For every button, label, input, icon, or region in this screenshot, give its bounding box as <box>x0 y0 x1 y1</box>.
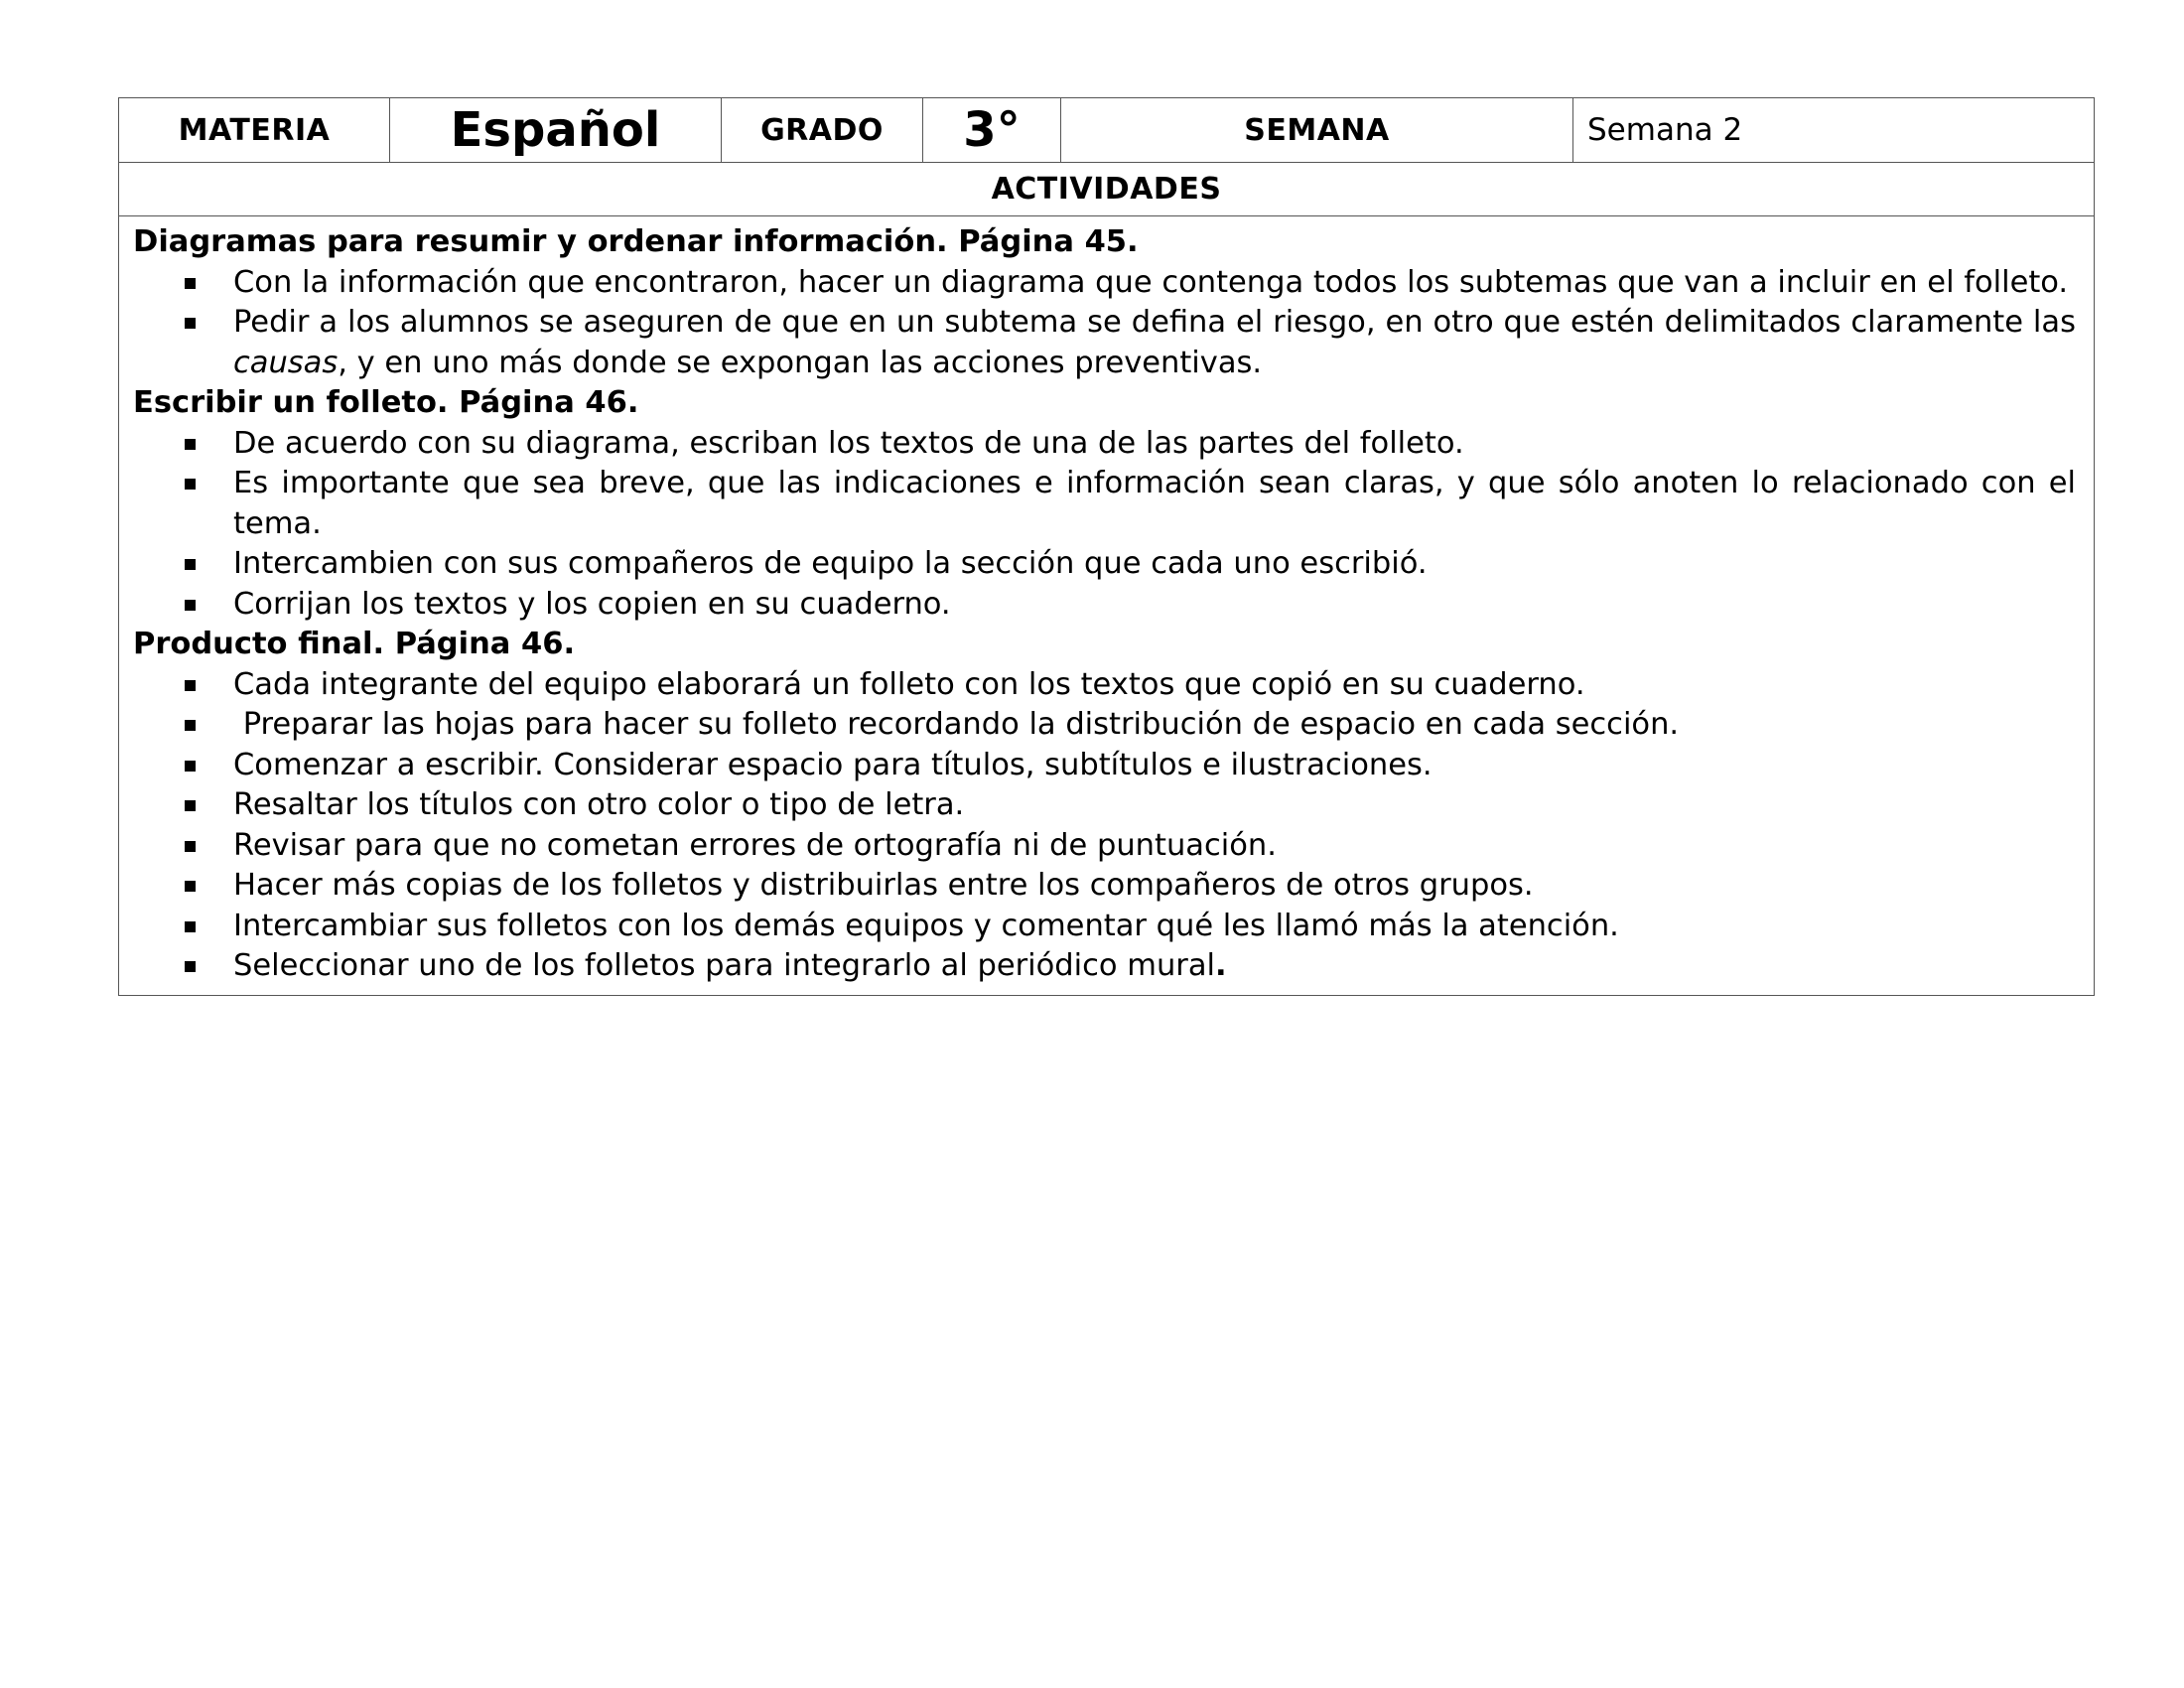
list-item <box>133 464 2076 544</box>
header-row <box>119 98 2094 163</box>
bullet-icon <box>185 439 196 450</box>
list-item <box>133 746 2076 786</box>
list-item-text: Hacer más copias de los folletos y distribuirlas entre los compañeros de otros grupos. <box>233 868 1534 903</box>
section-list <box>133 665 2076 987</box>
list-item-text: Preparar las hojas para hacer su folleto recordando la distribución de espacio en cada sección. <box>233 707 1680 742</box>
list-item <box>133 907 2076 947</box>
list-item <box>133 665 2076 706</box>
list-item <box>133 826 2076 867</box>
bullet-icon <box>185 600 196 611</box>
grado-value: 3° <box>963 102 1021 158</box>
section-title: Producto final. Página 46. <box>133 627 576 661</box>
list-item-text-italic: causas <box>233 345 339 380</box>
bullet-icon <box>185 921 196 932</box>
list-item-text: Comenzar a escribir. Considerar espacio para títulos, subtítulos e ilustraciones. <box>233 747 1433 782</box>
actividades-heading: ACTIVIDADES <box>991 172 1222 207</box>
list-item-text-after: , y en uno más donde se expongan las acciones preventivas. <box>338 345 1263 380</box>
semana-label: SEMANA <box>1244 112 1390 148</box>
section-list <box>133 424 2076 626</box>
list-item-text: Intercambiar sus folletos con los demás equipos y comentar qué les llamó más la atención. <box>233 908 1619 943</box>
actividades-row <box>119 163 2094 216</box>
list-item <box>133 544 2076 585</box>
list-item-text: Es importante que sea breve, que las indicaciones e información sean claras, y que sólo anoten lo relacionado con el tema. <box>233 466 2076 541</box>
list-item <box>133 303 2076 383</box>
bullet-icon <box>185 761 196 772</box>
semana-value: Semana 2 <box>1587 112 1743 148</box>
section-title: Diagramas para resumir y ordenar información. Página 45. <box>133 224 1139 259</box>
list-item-text-before: Seleccionar uno de los folletos para integrarlo al periódico mural <box>233 948 1215 983</box>
materia-value-cell <box>390 98 722 162</box>
bullet-icon <box>185 720 196 731</box>
grado-label-cell <box>722 98 923 162</box>
bullet-icon <box>185 800 196 811</box>
grado-value-cell <box>923 98 1061 162</box>
bullet-icon <box>185 680 196 691</box>
bullet-icon <box>185 479 196 490</box>
materia-label: MATERIA <box>178 112 331 148</box>
list-item <box>133 785 2076 826</box>
bullet-icon <box>185 278 196 289</box>
list-item-text: Corrijan los textos y los copien en su cuaderno. <box>233 586 951 622</box>
grado-label: GRADO <box>760 112 884 148</box>
bullet-icon <box>185 961 196 972</box>
materia-label-cell <box>119 98 390 162</box>
bullet-icon <box>185 318 196 329</box>
list-item <box>133 263 2076 304</box>
semana-label-cell <box>1061 98 1573 162</box>
list-item <box>133 866 2076 907</box>
materia-value: Español <box>450 102 661 158</box>
list-item-text-before: Pedir a los alumnos se aseguren de que en un subtema se defina el riesgo, en otro que estén delimitados claramente las <box>233 305 2076 340</box>
list-item <box>133 585 2076 626</box>
list-item <box>133 946 2076 987</box>
list-item-text: De acuerdo con su diagrama, escriban los textos de una de las partes del folleto. <box>233 425 1464 461</box>
list-item-text: Con la información que encontraron, hacer un diagrama que contenga todos los subtemas que van a incluir en el folleto. <box>233 264 2069 300</box>
list-item-text: Resaltar los títulos con otro color o tipo de letra. <box>233 787 965 822</box>
bullet-icon <box>185 841 196 852</box>
bullet-icon <box>185 559 196 570</box>
list-item-text: Revisar para que no cometan errores de ortografía ni de puntuación. <box>233 827 1277 863</box>
list-item-text: Intercambien con sus compañeros de equipo la sección que cada uno escribió. <box>233 546 1428 581</box>
bullet-icon <box>185 881 196 892</box>
list-item <box>133 705 2076 746</box>
list-item-text-bold-tail: . <box>1215 948 1227 983</box>
section-list <box>133 263 2076 384</box>
section-title: Escribir un folleto. Página 46. <box>133 385 639 420</box>
list-item <box>133 424 2076 465</box>
list-item-text: Cada integrante del equipo elaborará un folleto con los textos que copió en su cuaderno. <box>233 666 1585 702</box>
activities-content <box>119 216 2094 995</box>
activity-sheet-table <box>118 97 2095 996</box>
semana-value-cell <box>1573 98 2094 162</box>
